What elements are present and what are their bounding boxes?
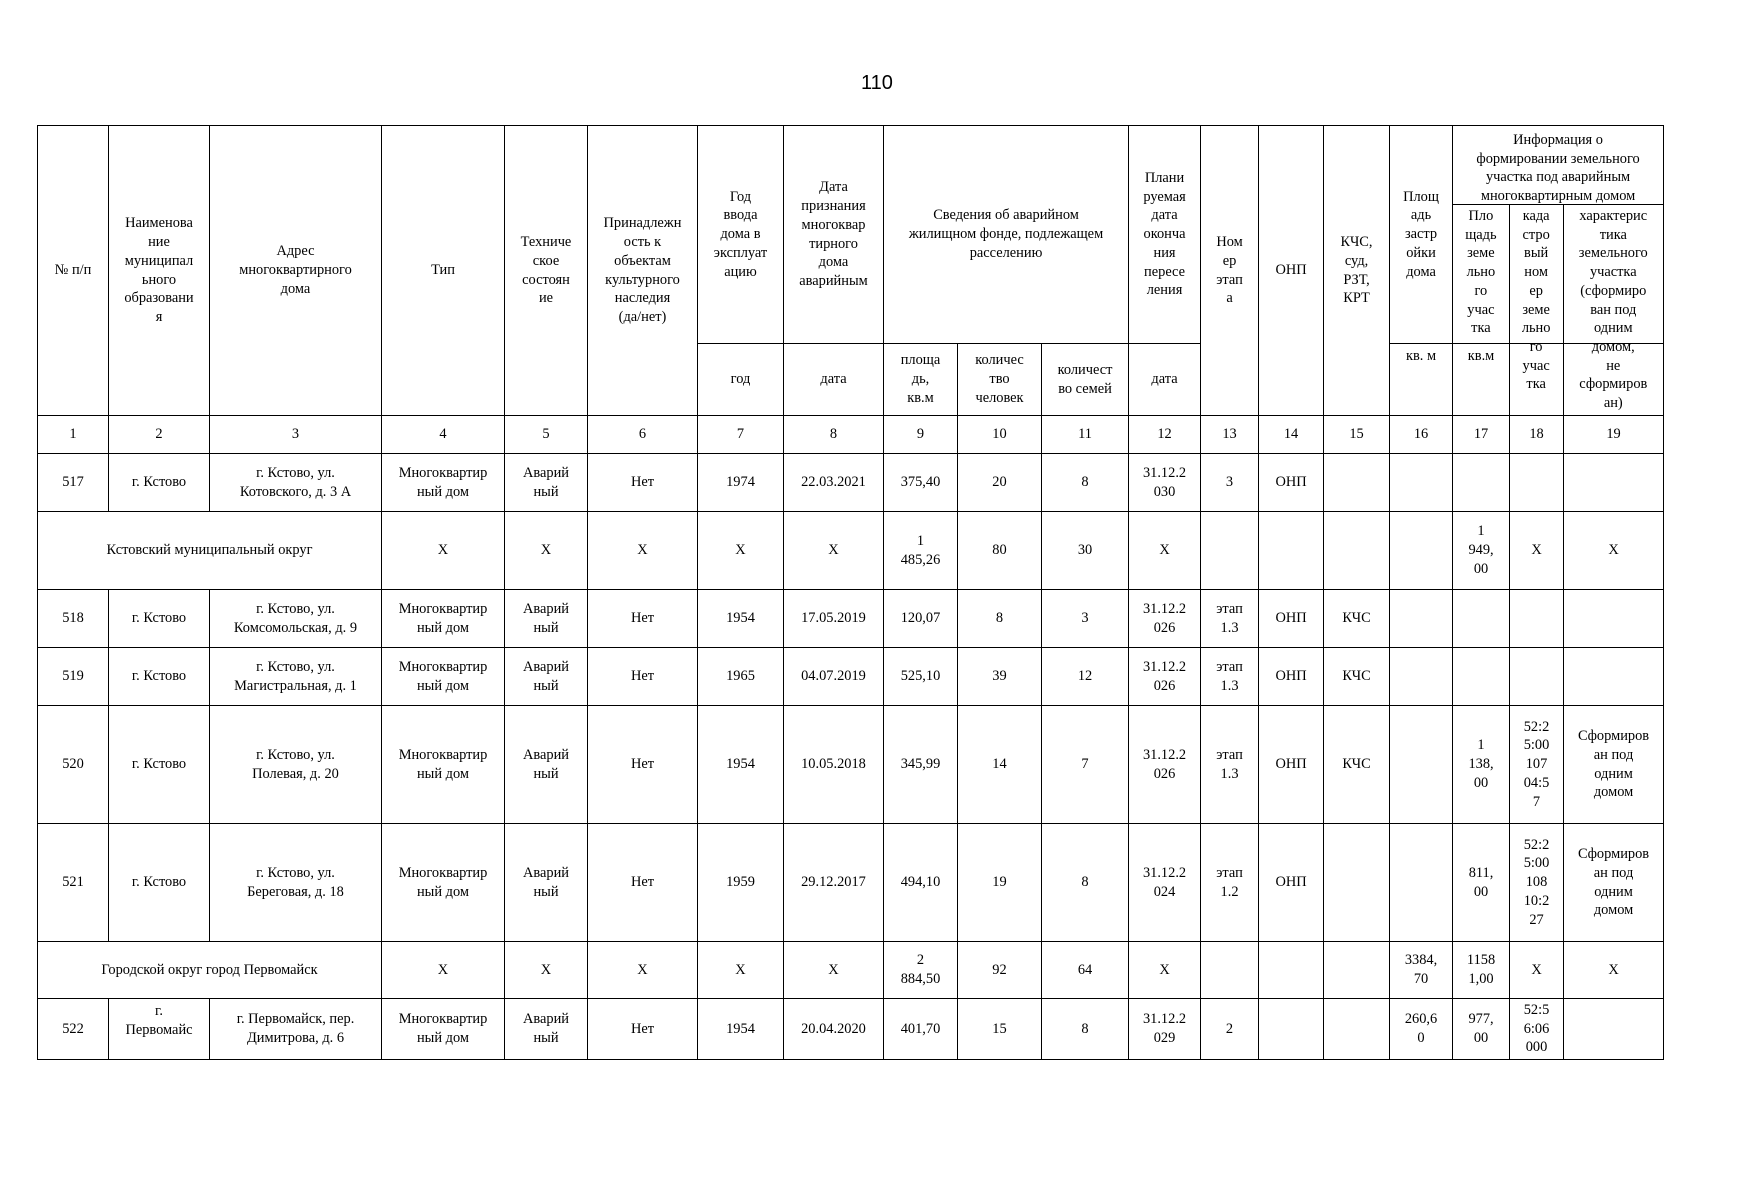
group-cell: 1 485,26 — [884, 512, 958, 590]
column-number-cell: 12 — [1129, 416, 1201, 454]
subheader-area: площа дь, кв.м — [884, 344, 958, 416]
table-cell: Аварий ный — [505, 590, 588, 648]
table-cell: этап 1.3 — [1201, 648, 1259, 706]
table-cell: 518 — [38, 590, 109, 648]
table-cell: 20.04.2020 — [784, 999, 884, 1060]
table-cell: ОНП — [1259, 706, 1324, 824]
table-cell — [1564, 999, 1664, 1060]
table-cell: 31.12.2 024 — [1129, 824, 1201, 942]
table-cell: 3 — [1042, 590, 1129, 648]
table-cell — [1390, 648, 1453, 706]
column-number-cell: 16 — [1390, 416, 1453, 454]
table-cell: г. Кстово, ул. Магистральная, д. 1 — [210, 648, 382, 706]
table-cell: 04.07.2019 — [784, 648, 884, 706]
table-cell: 401,70 — [884, 999, 958, 1060]
table-cell: Аварий ный — [505, 648, 588, 706]
table-cell: 15 — [958, 999, 1042, 1060]
group-cell: Х — [698, 512, 784, 590]
group-label: Городской округ город Первомайск — [38, 942, 382, 999]
table-cell: 977, 00 — [1453, 999, 1510, 1060]
subheader-people: количес тво человек — [958, 344, 1042, 416]
table-cell: 522 — [38, 999, 109, 1060]
table-row — [38, 706, 1664, 824]
column-number-cell: 6 — [588, 416, 698, 454]
header-emergency-date: Дата признания многоквар тирного дома аварийным — [784, 126, 884, 344]
group-cell: Х — [1510, 942, 1564, 999]
table-cell: этап 1.2 — [1201, 824, 1259, 942]
subheader-year: год — [698, 344, 784, 416]
header-address: Адрес многоквартирного дома — [210, 126, 382, 416]
table-row — [38, 648, 1664, 706]
table-cell: 1954 — [698, 999, 784, 1060]
table-cell: 811, 00 — [1453, 824, 1510, 942]
group-cell: Х — [505, 942, 588, 999]
group-cell: Х — [1564, 942, 1664, 999]
table-cell — [1510, 590, 1564, 648]
group-cell: Х — [1564, 512, 1664, 590]
table-cell: Нет — [588, 648, 698, 706]
table-cell — [1564, 590, 1664, 648]
header-planned-end: Плани руемая дата оконча ния пересе ления — [1129, 126, 1201, 344]
cadastral-number-header: када стро вый ном ер земе льно го учас тка — [1510, 205, 1564, 413]
header-index: № п/п — [38, 126, 109, 416]
table-row — [38, 590, 1664, 648]
table-cell: 31.12.2 026 — [1129, 590, 1201, 648]
table-cell: 17.05.2019 — [784, 590, 884, 648]
land-area-header: Пло щадь земе льно го учас тка — [1453, 205, 1510, 413]
subheader-date: дата — [784, 344, 884, 416]
table-cell: Сформиров ан под одним домом — [1564, 824, 1664, 942]
header-heritage: Принадлежн ость к объектам культурного наследия (да/нет) — [588, 126, 698, 416]
table-cell: ОНП — [1259, 824, 1324, 942]
column-number-cell: 13 — [1201, 416, 1259, 454]
table-cell: г. Кстово — [109, 454, 210, 512]
table-cell: 1959 — [698, 824, 784, 942]
table-cell: 8 — [958, 590, 1042, 648]
table-cell: 31.12.2 029 — [1129, 999, 1201, 1060]
table-row — [38, 454, 1664, 512]
table-cell: 494,10 — [884, 824, 958, 942]
group-cell — [1324, 512, 1390, 590]
table-cell: 1965 — [698, 648, 784, 706]
header-onp: ОНП — [1259, 126, 1324, 416]
group-cell: 1158 1,00 — [1453, 942, 1510, 999]
column-number-row — [38, 416, 1664, 454]
table-cell: 19 — [958, 824, 1042, 942]
group-cell: 64 — [1042, 942, 1129, 999]
header-building-area: Площ адь застр ойки дома — [1390, 126, 1453, 344]
header-year-built: Год ввода дома в эксплуат ацию — [698, 126, 784, 344]
table-cell: Аварий ный — [505, 824, 588, 942]
table-cell: 525,10 — [884, 648, 958, 706]
group-cell — [1201, 512, 1259, 590]
table-cell — [1564, 454, 1664, 512]
table-cell: Многоквартир ный дом — [382, 824, 505, 942]
table-cell: 31.12.2 030 — [1129, 454, 1201, 512]
subheader-end-date: дата — [1129, 344, 1201, 416]
table-cell — [1453, 648, 1510, 706]
table-cell: Нет — [588, 999, 698, 1060]
table-cell — [1324, 824, 1390, 942]
table-cell: 1 138, 00 — [1453, 706, 1510, 824]
group-cell: 30 — [1042, 512, 1129, 590]
table-cell — [1510, 648, 1564, 706]
table-cell: 8 — [1042, 999, 1129, 1060]
table-cell: 1974 — [698, 454, 784, 512]
table-cell: 517 — [38, 454, 109, 512]
header-type: Тип — [382, 126, 505, 416]
table-cell: 31.12.2 026 — [1129, 648, 1201, 706]
table-cell — [1390, 590, 1453, 648]
land-info-title: Информация о формировании земельного участка под аварийным многоквартирным домом — [1453, 129, 1663, 205]
table-cell — [1259, 999, 1324, 1060]
table-cell: 375,40 — [884, 454, 958, 512]
emergency-housing-table — [37, 125, 1664, 1060]
table-cell: 22.03.2021 — [784, 454, 884, 512]
table-cell: Нет — [588, 824, 698, 942]
table-cell: 31.12.2 026 — [1129, 706, 1201, 824]
table-cell — [1324, 999, 1390, 1060]
table-cell: 2 — [1201, 999, 1259, 1060]
table-cell — [1390, 454, 1453, 512]
table-cell — [1453, 454, 1510, 512]
table-cell: Многоквартир ный дом — [382, 706, 505, 824]
group-cell — [1390, 512, 1453, 590]
group-cell: Х — [588, 512, 698, 590]
group-cell: Х — [1129, 512, 1201, 590]
table-cell: Нет — [588, 590, 698, 648]
table-cell: 120,07 — [884, 590, 958, 648]
column-number-cell: 19 — [1564, 416, 1664, 454]
group-cell: Х — [382, 942, 505, 999]
table-cell: этап 1.3 — [1201, 590, 1259, 648]
table-cell: Аварий ный — [505, 999, 588, 1060]
table-cell: 8 — [1042, 824, 1129, 942]
table-cell: г. Кстово, ул. Береговая, д. 18 — [210, 824, 382, 942]
table-cell — [1390, 706, 1453, 824]
table-cell: 52:5 6:06 000 — [1510, 999, 1564, 1060]
group-cell: 80 — [958, 512, 1042, 590]
table-cell: Нет — [588, 706, 698, 824]
header-condition: Техниче ское состоян ие — [505, 126, 588, 416]
group-cell: Х — [505, 512, 588, 590]
table-cell: 521 — [38, 824, 109, 942]
table-cell: 52:2 5:00 107 04:5 7 — [1510, 706, 1564, 824]
column-number-cell: 4 — [382, 416, 505, 454]
group-cell: 2 884,50 — [884, 942, 958, 999]
group-cell: Х — [698, 942, 784, 999]
table-cell: г. Кстово, ул. Комсомольская, д. 9 — [210, 590, 382, 648]
page-number: 110 — [861, 72, 893, 94]
table-cell: КЧС — [1324, 590, 1390, 648]
table-cell: ОНП — [1259, 648, 1324, 706]
table-cell: Нет — [588, 454, 698, 512]
group-cell — [1324, 942, 1390, 999]
column-number-cell: 1 — [38, 416, 109, 454]
table-cell: КЧС — [1324, 648, 1390, 706]
column-number-cell: 3 — [210, 416, 382, 454]
group-row — [38, 512, 1664, 590]
header-row — [38, 126, 1664, 344]
table-cell — [1390, 824, 1453, 942]
column-number-cell: 11 — [1042, 416, 1129, 454]
group-cell: Х — [382, 512, 505, 590]
column-number-cell: 8 — [784, 416, 884, 454]
table-cell: г. Кстово — [109, 824, 210, 942]
table-cell: 29.12.2017 — [784, 824, 884, 942]
column-number-cell: 15 — [1324, 416, 1390, 454]
table-cell: Сформиров ан под одним домом — [1564, 706, 1664, 824]
column-number-cell: 2 — [109, 416, 210, 454]
group-label: Кстовский муниципальный округ — [38, 512, 382, 590]
column-number-cell: 7 — [698, 416, 784, 454]
group-row — [38, 942, 1664, 999]
table-cell: КЧС — [1324, 706, 1390, 824]
header-emergency-fund: Сведения об аварийном жилищном фонде, подлежащем расселению — [884, 126, 1129, 344]
table-cell: Многоквартир ный дом — [382, 590, 505, 648]
table-cell: Многоквартир ный дом — [382, 999, 505, 1060]
table-cell: 3 — [1201, 454, 1259, 512]
column-number-cell: 14 — [1259, 416, 1324, 454]
table-cell: этап 1.3 — [1201, 706, 1259, 824]
table-cell: 7 — [1042, 706, 1129, 824]
group-cell: Х — [784, 942, 884, 999]
table-cell: 39 — [958, 648, 1042, 706]
table-cell — [1453, 590, 1510, 648]
table-cell: 20 — [958, 454, 1042, 512]
table-cell: г. Кстово — [109, 706, 210, 824]
header-stage: Ном ер этап а — [1201, 126, 1259, 416]
group-cell: Х — [1510, 512, 1564, 590]
table-cell: 1954 — [698, 706, 784, 824]
header-municipality: Наименова ние муниципал ьного образовани я — [109, 126, 210, 416]
table-cell: Многоквартир ный дом — [382, 454, 505, 512]
subheader-families: количест во семей — [1042, 344, 1129, 416]
group-cell: Х — [1129, 942, 1201, 999]
table-cell: 10.05.2018 — [784, 706, 884, 824]
table-cell — [1564, 648, 1664, 706]
table-cell: 52:2 5:00 108 10:2 27 — [1510, 824, 1564, 942]
group-cell: Х — [588, 942, 698, 999]
table-cell: 345,99 — [884, 706, 958, 824]
column-number-cell: 18 — [1510, 416, 1564, 454]
land-characteristic-header: характерис тика земельного участка (сформиро ван под одним домом, не сформиров ан) — [1578, 208, 1648, 412]
table-cell: ОНП — [1259, 454, 1324, 512]
table-cell: Аварий ный — [505, 454, 588, 512]
column-number-cell: 17 — [1453, 416, 1510, 454]
group-cell — [1259, 942, 1324, 999]
table-cell: г. Кстово — [109, 648, 210, 706]
table-cell: 14 — [958, 706, 1042, 824]
table-cell — [1324, 454, 1390, 512]
table-row — [38, 824, 1664, 942]
table-cell: 1954 — [698, 590, 784, 648]
table-cell: Многоквартир ный дом — [382, 648, 505, 706]
column-number-cell: 5 — [505, 416, 588, 454]
group-cell: 3384, 70 — [1390, 942, 1453, 999]
table-cell: г. Кстово — [109, 590, 210, 648]
group-cell: 1 949, 00 — [1453, 512, 1510, 590]
table-cell — [1510, 454, 1564, 512]
subheader-land-sqm: кв.м — [1453, 344, 1510, 416]
group-cell — [1259, 512, 1324, 590]
table-cell: г. Первомайск, пер. Димитрова, д. 6 — [210, 999, 382, 1060]
table-cell: 8 — [1042, 454, 1129, 512]
group-cell: Х — [784, 512, 884, 590]
group-cell — [1201, 942, 1259, 999]
table-cell: г. Кстово, ул. Полевая, д. 20 — [210, 706, 382, 824]
table-cell: ОНП — [1259, 590, 1324, 648]
subheader-sqm: кв. м — [1390, 344, 1453, 416]
table-cell: г. Первомайс — [109, 999, 210, 1060]
table-cell: 519 — [38, 648, 109, 706]
table-cell: Аварий ный — [505, 706, 588, 824]
header-kchs: КЧС, суд, РЗТ, КРТ — [1324, 126, 1390, 416]
table-cell: 12 — [1042, 648, 1129, 706]
column-number-cell: 10 — [958, 416, 1042, 454]
table-cell: 260,6 0 — [1390, 999, 1453, 1060]
column-number-cell: 9 — [884, 416, 958, 454]
table-row — [38, 999, 1664, 1060]
group-cell: 92 — [958, 942, 1042, 999]
table-cell: 520 — [38, 706, 109, 824]
table-cell: г. Кстово, ул. Котовского, д. 3 А — [210, 454, 382, 512]
